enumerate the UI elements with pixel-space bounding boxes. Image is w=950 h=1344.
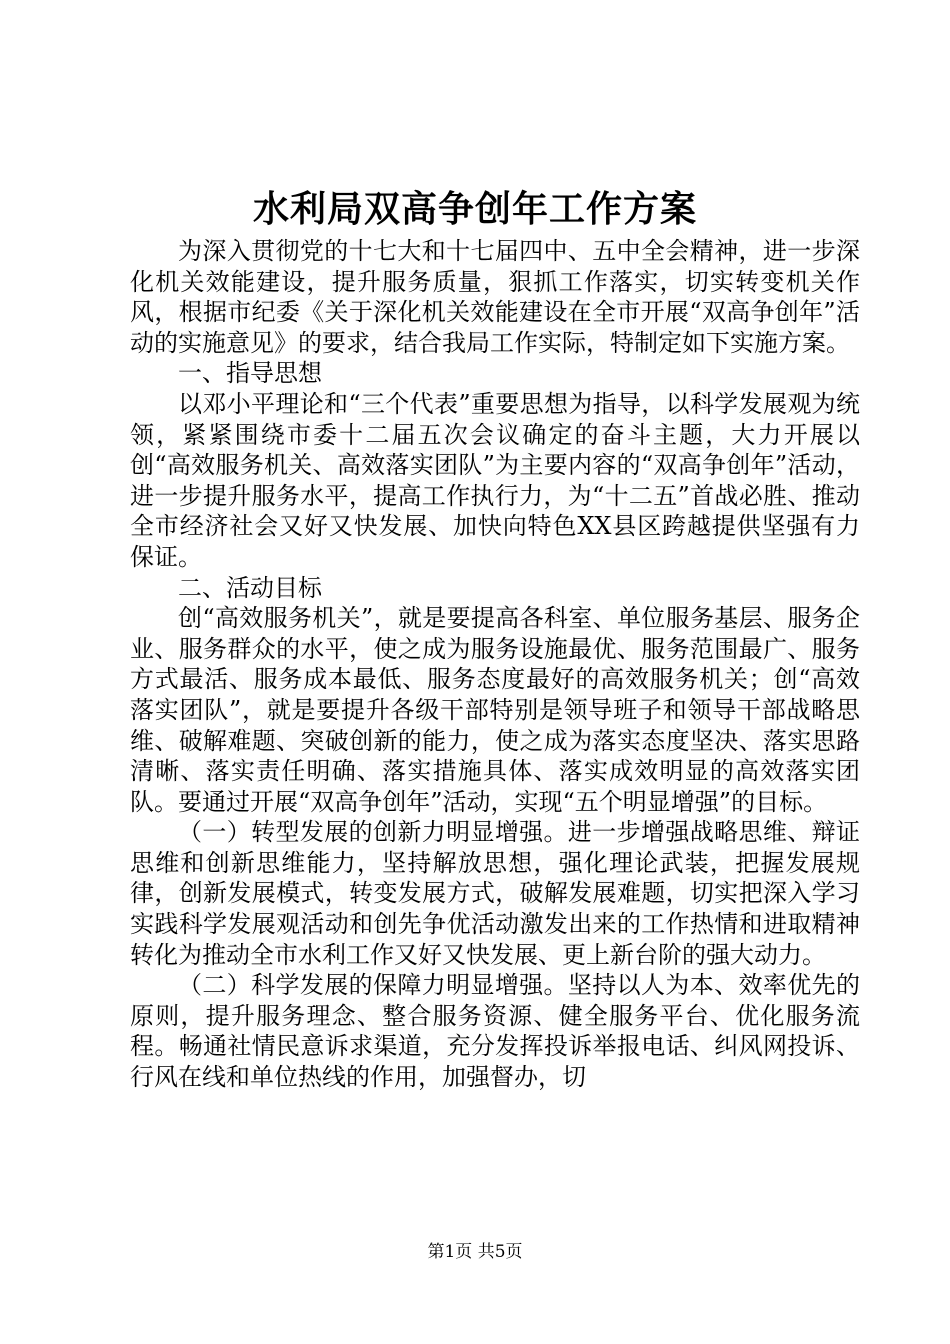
paragraph-intro: 为深入贯彻党的十七大和十七届四中、五中全会精神，进一步深化机关效能建设，提升服务质量，狠抓工作落实，切实转变机关作风，根据市纪委《关于深化机关效能建设在全市开展“双高争创年”活动的实施意见》的要求，结合我局工作实际，特制定如下实施方案。 — [130, 237, 860, 357]
paragraph-guiding-ideology: 以邓小平理论和“三个代表”重要思想为指导，以科学发展观为统领，紧紧围绕市委十二届五次会议确定的奋斗主题，大力开展以创“高效服务机关、高效落实团队”为主要内容的“双高争创年”活动，进一步提升服务水平，提高工作执行力，为“十二五”首战必胜、推动全市经济社会又好又快发展、加快向特色XX县区跨越提供坚强有力保证。 — [130, 389, 860, 571]
paragraph-goal-two: （二）科学发展的保障力明显增强。坚持以人为本、效率优先的原则，提升服务理念、整合服务资源、健全服务平台、优化服务流程。畅通社情民意诉求渠道，充分发挥投诉举报电话、纠风网投诉、行风在线和单位热线的作用，加强督办，切 — [130, 971, 860, 1092]
paragraph-activity-goals: 创“高效服务机关”，就是要提高各科室、单位服务基层、服务企业、服务群众的水平，使之成为服务设施最优、服务范围最广、服务方式最活、服务成本最低、服务态度最好的高效服务机关；创“高效落实团队”，就是要提升各级干部特别是领导班子和领导干部战略思维、破解难题、突破创新的能力，使之成为落实态度坚决、落实思路清晰、落实责任明确、落实措施具体、落实成效明显的高效落实团队。要通过开展“双高争创年”活动，实现“五个明显增强”的目标。 — [130, 604, 860, 816]
section-heading-activity-goals: 二、活动目标 — [178, 573, 322, 602]
paragraph-goal-one: （一）转型发展的创新力明显增强。进一步增强战略思维、辩证思维和创新思维能力，坚持解放思想，强化理论武装，把握发展规律，创新发展模式，转变发展方式，破解发展难题，切实把深入学习实践科学发展观活动和创先争优活动激发出来的工作热情和进取精神转化为推动全市水利工作又好又快发展、更上新台阶的强大动力。 — [130, 818, 860, 969]
page-footer: 第1页 共5页 — [427, 1242, 523, 1262]
document-title: 水利局双高争创年工作方案 — [252, 188, 697, 230]
section-heading-guiding-ideology: 一、指导思想 — [178, 359, 322, 388]
document-body — [130, 236, 860, 1093]
